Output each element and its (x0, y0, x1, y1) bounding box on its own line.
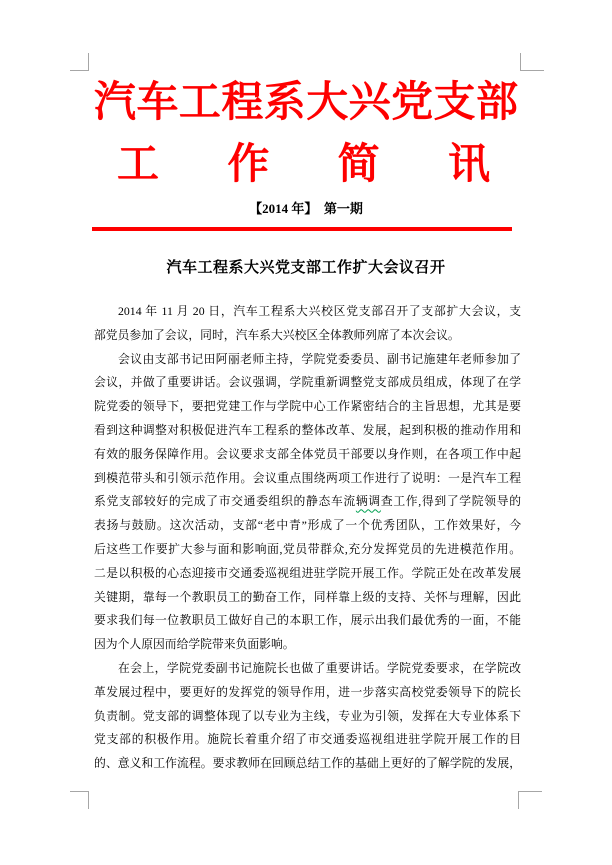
paragraph (94, 300, 521, 348)
body-line: 院党委的领导下，要把党建工作与学院中心工作紧密结合的主旨思想，尤其是要 (94, 399, 521, 414)
newsletter-title-line2 (94, 136, 518, 194)
body-line: 要求我们每一位教职员工做好自己的本职工作，展示出我们最优秀的一面，不能 (94, 613, 521, 628)
body-line: 关键期，靠每一个教职员工的勤奋工作，同样靠上级的支持、关怀与理解，因此 (94, 589, 521, 604)
body-line: 后这些工作要扩大参与面和影响面,党员带群众,充分发挥党员的先进模范作用。 (94, 541, 521, 556)
title-char: 兴 (348, 80, 391, 126)
body-line: 会议由支部书记田阿丽老师主持，学院党委委员、副书记施建年老师参加了 (118, 351, 521, 366)
title-char: 部 (475, 80, 518, 126)
text-boundary-mark-bottom-right (518, 791, 542, 809)
newsletter-title-line1 (94, 74, 518, 132)
text-boundary-mark-bottom-left (70, 791, 89, 809)
title-char: 支 (433, 80, 476, 126)
body-line: 二是以积极的心态迎接市交通委巡视组进驻学院开展工作。学院正处在改革发展 (94, 565, 521, 580)
body-line: 到模范带头和引领示范作用。会议重点围绕两项工作进行了说明：一是汽车工程 (94, 470, 521, 485)
body-line: 系党支部较好的完成了市交通委组织的静态车流辆调查工作,得到了学院领导的 (94, 494, 521, 509)
body-line: 2014 年 11 月 20 日，汽车工程系大兴校区党支部召开了支部扩大会议，支 (118, 304, 521, 318)
red-divider-rule (92, 227, 512, 231)
issue-line: 【2014 年】 第一期 (249, 201, 363, 216)
title-char: 大 (306, 80, 349, 126)
title-char: 系 (263, 80, 306, 126)
title-char: 作 (227, 142, 270, 188)
title-char: 程 (221, 80, 264, 126)
title-char: 车 (136, 80, 179, 126)
body-line: 表扬与鼓励。这次活动，支部“老中青”形成了一个优秀团队，工作效果好，今 (94, 518, 521, 533)
body-line: 革发展过程中，要更好的发挥党的领导作用，进一步落实高校党委领导下的院长 (94, 684, 521, 699)
paragraph (94, 657, 521, 776)
title-char: 党 (391, 80, 434, 126)
article-body (94, 300, 521, 776)
spellcheck-flagged-text: 辆调 (355, 494, 381, 509)
body-line: 党支部的积极作用。施院长着重介绍了市交通委巡视组进驻学院开展工作的目 (94, 732, 521, 747)
title-char: 工 (178, 80, 221, 126)
body-line: 有效的服务保障作用。会议要求支部全体党员干部要以身作则，在各项工作中起 (94, 446, 521, 461)
body-line: 看到这种调整对积极促进汽车工程系的整体改革、发展，起到积极的推动作用和 (94, 422, 521, 437)
body-line: 的、意义和工作流程。要求教师在回顾总结工作的基础上更好的了解学院的发展， (94, 756, 521, 771)
title-char: 讯 (447, 142, 490, 188)
text-boundary-mark-top-left (70, 53, 89, 71)
title-char: 汽 (94, 80, 137, 126)
body-line: 会议，并做了重要讲话。会议强调，学院重新调整党支部成员组成，体现了在学 (94, 375, 521, 390)
body-line: 部党员参加了会议，同时，汽车系大兴校区全体教师列席了本次会议。 (94, 327, 460, 342)
article-headline: 汽车工程系大兴党支部工作扩大会议召开 (166, 260, 446, 276)
paragraph (94, 348, 521, 657)
title-char: 简 (337, 142, 380, 188)
body-line: 在会上，学院党委副书记施院长也做了重要讲话。学院党委要求，在学院改 (118, 660, 521, 675)
body-line: 负责制。党支部的调整体现了以专业为主线，专业为引领，发挥在大专业体系下 (94, 708, 521, 723)
title-char: 工 (117, 142, 160, 188)
body-line: 因为个人原因而给学院带来负面影响。 (94, 637, 295, 652)
text-boundary-mark-top-right (520, 53, 544, 71)
